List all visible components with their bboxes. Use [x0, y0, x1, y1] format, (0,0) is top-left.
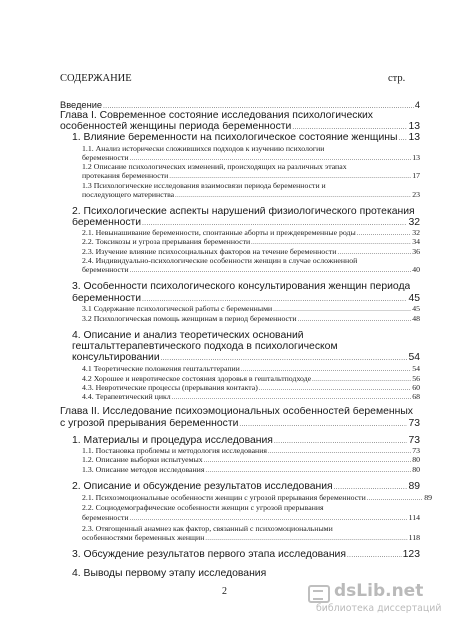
toc-entry-title: с угрозой прерывания беременности [60, 419, 239, 429]
toc-entry-title: 2.3. Отягощенный анамнез как фактор, связанный с психоэмоциональными [82, 525, 333, 533]
toc-entry [82, 456, 420, 464]
toc-entry-title: 1.1. Постановка проблемы и методология исследования [82, 447, 267, 455]
toc-entry-title: 3.2 Психологическая помощь женщинам в период беременности [82, 315, 297, 323]
toc-entry [72, 207, 415, 217]
toc-dot-leader [161, 356, 408, 362]
toc-entry-title: Глава I. Современное состояние исследования психологических [60, 111, 373, 121]
toc-entry-title: беременности [82, 514, 129, 522]
toc-entry-page: 13 [408, 133, 420, 143]
toc-entry-page: 68 [412, 393, 420, 401]
toc-title: СОДЕРЖАНИЕ [60, 73, 132, 84]
toc-entry [82, 238, 420, 246]
toc-entry [82, 525, 333, 533]
toc-entry-title: 4.4. Терапевтический цикл [82, 393, 171, 401]
toc-entry-page: 13 [408, 122, 420, 132]
toc-dot-leader [273, 307, 411, 313]
toc-entry-title: 2.1. Невынашивание беременности, спонтанные аборты и преждевременные роды [82, 229, 356, 237]
toc-dot-leader [259, 386, 411, 392]
toc-entry [82, 182, 326, 190]
toc-entry [72, 482, 420, 492]
toc-entry-page: 80 [412, 466, 420, 474]
toc-entry-page: 73 [412, 447, 420, 455]
toc-entry-title: беременности [72, 294, 142, 304]
toc-entry [82, 494, 432, 502]
toc-dot-leader [205, 468, 411, 474]
toc-entry-page: 73 [408, 419, 420, 429]
toc-entry-page: 45 [408, 294, 420, 304]
toc-entry-title: особенностями беременных женщин [82, 534, 205, 542]
toc-entry-title: 2.2. Социодемографические особенности женщин с угрозой прерывания [82, 504, 324, 512]
toc-entry [82, 266, 420, 274]
toc-dot-leader [205, 536, 407, 542]
toc-entry-page: 54 [412, 365, 420, 373]
toc-entry [72, 282, 410, 292]
toc-entry-page: 73 [408, 436, 420, 446]
toc-dot-leader [292, 125, 407, 131]
toc-entry [82, 172, 420, 180]
toc-entry-title: 3. Особенности психологического консультирования женщин периода [72, 282, 411, 292]
toc-entry-title: 4.3. Невротические процессы (прерывания контакта) [82, 384, 258, 392]
toc-entry-page: 32 [412, 229, 420, 237]
toc-entry-page: 54 [408, 353, 420, 363]
toc-entry [72, 133, 420, 143]
toc-entry [72, 331, 304, 341]
toc-entry [82, 514, 420, 522]
toc-entry-page: 48 [412, 315, 420, 323]
toc-entry [72, 342, 338, 352]
toc-entry [82, 315, 420, 323]
toc-entry-page: 89 [424, 494, 432, 502]
toc-entry [72, 294, 420, 304]
toc-entry-title: 1.3. Описание методов исследования [82, 466, 205, 474]
toc-entry-title: 1. Материалы и процедура исследования [72, 436, 273, 446]
toc-dot-leader [103, 104, 414, 110]
toc-entry [60, 407, 413, 417]
toc-entry-title: Введение [60, 101, 103, 110]
toc-entry-title: 2.2. Токсикозы и угроза прерывания беременности [82, 238, 251, 246]
toc-entry [82, 145, 324, 153]
toc-entry [82, 191, 420, 199]
toc-entry-title: беременности [82, 154, 129, 162]
watermark-name: dsLib.net [334, 581, 424, 601]
toc-dot-leader [337, 250, 411, 256]
toc-entry-page: 123 [402, 550, 420, 560]
toc-entry [82, 384, 420, 392]
toc-entry-title: 1.2 Описание психологических изменений, происходящих на различных этапах [82, 163, 347, 171]
toc-dot-leader [347, 553, 402, 559]
toc-entry-title: 4.1 Теоретические положения гештальттерапии [82, 365, 240, 373]
toc-entry [60, 101, 420, 110]
toc-entry-title: 3. Обсуждение результатов первого этапа исследования [72, 550, 346, 560]
toc-dot-leader [130, 516, 408, 522]
watermark-subtitle: библиотека диссертаций [316, 603, 442, 614]
toc-entry [82, 534, 420, 542]
toc-entry [72, 569, 266, 579]
toc-entry-title: 2. Описание и обсуждение результатов исследования [72, 482, 333, 492]
toc-dot-leader [398, 136, 407, 142]
toc-entry [82, 447, 420, 455]
toc-entry-title: особенностей женщины периода беременности [60, 122, 292, 132]
toc-dot-leader [241, 367, 411, 373]
toc-entry-title: 2.4. Индивидуально-психологические особенности женщин в случае осложненной [82, 257, 358, 265]
watermark-logo [308, 583, 448, 617]
toc-entry [82, 305, 420, 313]
toc-entry [72, 353, 420, 363]
toc-entry-page: 34 [412, 238, 420, 246]
toc-dot-leader [357, 231, 411, 237]
toc-dot-leader [175, 193, 411, 199]
toc-dot-leader [172, 395, 412, 401]
toc-entry-page: 32 [408, 218, 420, 228]
toc-entry-title: гештальттерапевтического подхода в психологическом [72, 342, 338, 352]
toc-entry-title: 2.1. Психоэмоциональные особенности женщин с угрозой прерывания беременности [82, 494, 366, 502]
toc-entry-page: 60 [412, 384, 420, 392]
toc-entry [82, 466, 420, 474]
toc-entry [82, 375, 420, 383]
toc-entry-title: беременности [72, 218, 142, 228]
toc-entry [82, 229, 420, 237]
toc-dot-leader [334, 485, 408, 491]
toc-entry-page: 4 [414, 101, 420, 110]
toc-entry-title: 1.1. Анализ исторически сложившихся подходов к изучению психологии [82, 145, 325, 153]
toc-entry-title: 4. Описание и анализ теоретических оснований [72, 331, 304, 341]
toc-dot-leader [204, 458, 412, 464]
toc-entry-page: 17 [412, 172, 420, 180]
toc-dot-leader [268, 449, 411, 455]
toc-entry-title: 1.2. Описание выборки испытуемых [82, 456, 203, 464]
toc-entry [60, 122, 420, 132]
toc-dot-leader [274, 439, 408, 445]
toc-entry-title: беременности [82, 266, 129, 274]
toc-entry-page: 13 [412, 154, 420, 162]
page-number: 2 [222, 586, 227, 597]
toc-dot-leader [142, 297, 407, 303]
toc-entry-title: протекания беременности [82, 172, 169, 180]
toc-entry [82, 163, 347, 171]
toc-entry-title: консультировании [72, 353, 160, 363]
toc-dot-leader [239, 422, 407, 428]
toc-entry-title: 3.1 Содержание психологической работы с беременными [82, 305, 273, 313]
toc-entry [60, 111, 373, 121]
toc-entry-title: 1.3 Психологические исследования взаимосвязи периода беременности и [82, 182, 326, 190]
toc-entry-page: 118 [408, 534, 420, 542]
toc-entry [72, 550, 420, 560]
toc-entry-page: 45 [412, 305, 420, 313]
toc-entry-page: 36 [412, 248, 420, 256]
toc-dot-leader [298, 317, 412, 323]
toc-dot-leader [312, 377, 411, 383]
toc-entry [82, 365, 420, 373]
toc-entry [72, 436, 420, 446]
toc-entry-page: 23 [412, 191, 420, 199]
toc-entry-title: 4.2 Хорошее и невротическое состояния здоровья в гештальтподходе [82, 375, 312, 383]
toc-entry [82, 393, 420, 401]
toc-entry-title: 2. Психологические аспекты нарушений физиологического протекания [72, 207, 415, 217]
toc-dot-leader [130, 156, 412, 162]
toc-dot-leader [142, 221, 407, 227]
toc-entry-page: 80 [412, 456, 420, 464]
toc-dot-leader [251, 240, 411, 246]
toc-entry-title: 2.3. Изучение влияние психосоциальных факторов на течение беременности [82, 248, 337, 256]
toc-entry-page: 89 [408, 482, 420, 492]
toc-entry-title: 4. Выводы первому этапу исследования [72, 569, 267, 579]
book-icon [308, 585, 330, 603]
page-column-label: стр. [388, 73, 406, 84]
toc-entry-page: 40 [412, 266, 420, 274]
toc-entry-page: 56 [412, 375, 420, 383]
toc-entry-title: последующего материнства [82, 191, 175, 199]
toc-entry [82, 257, 357, 265]
toc-entry-page: 114 [408, 514, 420, 522]
toc-dot-leader [367, 496, 423, 502]
toc-entry [82, 504, 324, 512]
toc-entry [82, 154, 420, 162]
toc-entry-title: Глава II. Исследование психоэмоциональных особенностей беременных [60, 407, 414, 417]
toc-entry [72, 218, 420, 228]
toc-dot-leader [130, 268, 412, 274]
toc-entry-title: 1. Влияние беременности на психологическое состояние женщины [72, 133, 398, 143]
toc-entry [60, 419, 420, 429]
toc-dot-leader [169, 174, 411, 180]
toc-entry [82, 248, 420, 256]
